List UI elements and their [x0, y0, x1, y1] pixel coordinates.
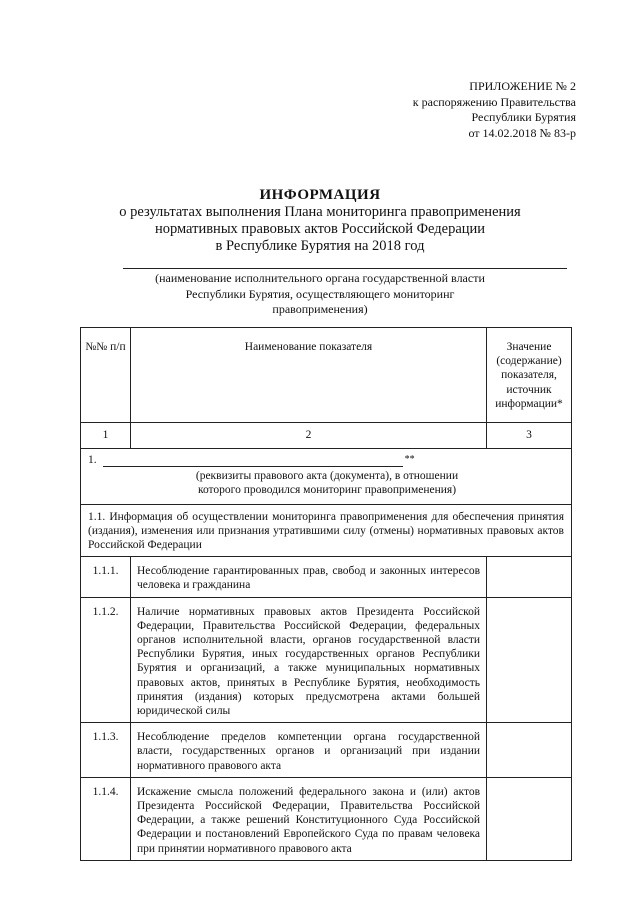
section-title: 1.1. Информация об осуществлении мониторинга правоприменения для обеспечения принятия (издания), изменения или признания утратившими силу (отмены) нормативных правовых актов Российской Федерации	[81, 504, 572, 557]
row-indicator: Несоблюдение гарантированных прав, свобод и законных интересов человека и гражданина	[131, 557, 487, 597]
org-caption-line1: (наименование исполнительного органа государственной власти	[155, 271, 485, 285]
org-caption-line3: правоприменения)	[272, 302, 368, 316]
table-row	[81, 723, 572, 778]
org-caption	[0, 271, 640, 318]
annex-date: от 14.02.2018 № 83-р	[468, 125, 576, 140]
row-number: 1.1.4.	[81, 777, 131, 860]
footnote-mark: **	[404, 454, 415, 465]
org-caption-line2: Республики Бурятия, осуществляющего мониторинг	[185, 286, 455, 301]
section-row	[81, 504, 572, 557]
annex-region: Республики Бурятия	[471, 110, 576, 124]
header-value: Значение (содержание) показателя, источник информации*	[487, 328, 572, 423]
row-number: 1.1.1.	[81, 557, 131, 597]
monitoring-table	[80, 327, 572, 861]
row-indicator: Несоблюдение пределов компетенции органа государственной власти, государственных органов и организаций при издании нормативного правового акта	[131, 723, 487, 778]
row-value	[487, 777, 572, 860]
org-name-blank-line	[123, 268, 567, 269]
column-number-2: 2	[131, 423, 487, 449]
table-row	[81, 777, 572, 860]
requisites-caption	[88, 469, 566, 497]
row-value	[487, 723, 572, 778]
requisites-line	[88, 453, 566, 467]
requisites-caption-line2: которого проводился мониторинг правоприменения)	[197, 484, 457, 497]
table-row	[81, 557, 572, 597]
row-indicator: Искажение смысла положений федерального закона и (или) актов Президента Российской Федерации, Правительства Российской Федерации, а также решений Конституционного Суда Российской Федерации и постановлений Европейского Суда по правам человека при принятии нормативного правового акта	[131, 777, 487, 860]
requisites-blank	[103, 456, 403, 467]
document-subtitle-line1: о результатах выполнения Плана мониторинга правоприменения	[119, 204, 521, 220]
requisites-row	[81, 449, 572, 505]
annex-reference: к распоряжению Правительства	[412, 94, 576, 109]
row-number: 1.1.2.	[81, 597, 131, 723]
header-indicator-name: Наименование показателя	[131, 328, 487, 423]
annex-number: ПРИЛОЖЕНИЕ № 2	[469, 79, 576, 93]
row-value	[487, 557, 572, 597]
row-indicator: Наличие нормативных правовых актов Президента Российской Федерации, Правительства Российской Федерации, федеральных органов исполнительной власти, органов государственной власти Республики Бурятия, иных государственных органов Республики Бурятия и организаций, а также муниципальных нормативных правовых актов, принятых в Республике Бурятия, необходимость принятия (издания) которых предусмотрена актами большей юридической силы	[131, 597, 487, 723]
requisites-caption-line1: (реквизиты правового акта (документа), в отношении	[195, 470, 459, 483]
document-subtitle-line3: в Республике Бурятия на 2018 год	[215, 238, 425, 254]
document-header	[0, 186, 640, 255]
column-numbers-row	[81, 423, 572, 449]
annex-block	[413, 79, 576, 141]
table-row	[81, 597, 572, 723]
row-value	[487, 597, 572, 723]
document-title: ИНФОРМАЦИЯ	[259, 187, 381, 203]
requisites-cell	[81, 449, 572, 505]
column-number-1: 1	[81, 423, 131, 449]
column-number-3: 3	[487, 423, 572, 449]
row-number: 1.1.3.	[81, 723, 131, 778]
document-subtitle-line2: нормативных правовых актов Российской Федерации	[154, 221, 486, 237]
requisites-prefix: 1.	[88, 454, 97, 466]
header-number: №№ п/п	[81, 328, 131, 423]
table-header-row	[81, 328, 572, 423]
